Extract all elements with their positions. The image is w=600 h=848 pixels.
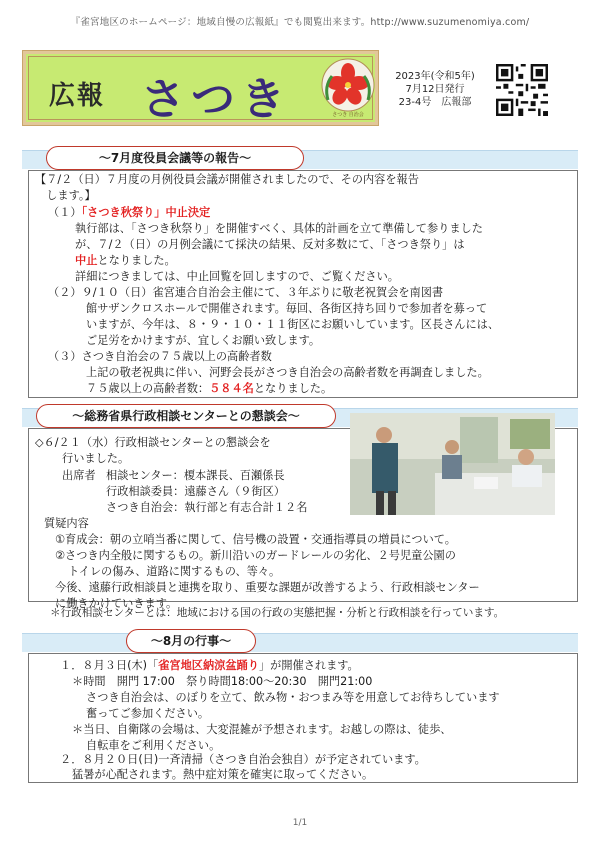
section2-line1: ◇６/２１（水）行政相談センターとの懇談会を <box>35 436 271 449</box>
item1-heading <box>48 205 210 221</box>
attendee-commissioner: 行政相談委員：遠藤さん（９街区） <box>106 485 286 498</box>
center-note-text: ＊行政相談センターとは：地域における国の行政の実態把握・分析と行政相談を行っています。 <box>50 607 505 619</box>
publication-date: 7月12日発行 <box>405 84 465 95</box>
meeting-photo-image <box>350 413 555 515</box>
item1-line4: 詳細につきましては、中止回覧を回しますので、ご覧ください。 <box>75 270 399 283</box>
event1-time: ＊時間 開門 17:00 祭り時間18:00～20:30 開門21:00 <box>72 675 373 688</box>
item1-line1: 執行部は、「さつき秋祭り」を開催すべく、具体的計画を立て準備して参りました <box>75 222 483 235</box>
item2-line1: （２）９/１０（日）雀宮連合自治会主催にて、３年ぶりに敬老祝賀会を南図書 <box>48 286 444 299</box>
item2-line3: いますが、今年は、８・９・１０・１１街区にお願いしています。区長さんには、 <box>86 318 500 331</box>
event1-line3: 奮ってご参加ください。 <box>86 707 210 720</box>
section1-heading: ～7月度役員会議等の報告～ <box>46 146 304 170</box>
masthead-title-kouhou: 広報 <box>49 81 106 111</box>
item2-line4: ご足労をかけますが、宜しくお願い致します。 <box>86 334 321 347</box>
item1-title: 「さつき秋祭り」中止決定 <box>81 206 211 219</box>
elderly-count-value: ５８４名 <box>209 382 254 395</box>
item1-line3-rest: となりました。 <box>97 254 176 267</box>
page-number: 1/1 <box>292 818 308 828</box>
svg-text:さつき 自治会: さつき 自治会 <box>332 112 364 118</box>
qa-item2-line2: トイレの傷み、道路に関するもの、等々。 <box>68 565 281 578</box>
event1-suffix: 」が開催されます。 <box>258 659 359 672</box>
masthead-title-satsuki: さつき <box>141 74 291 125</box>
elderly-count-suffix: となりました。 <box>253 382 333 395</box>
hibiscus-emblem-icon <box>318 56 378 120</box>
publication-date-era: 2023年(令和5年) <box>395 71 475 82</box>
meeting-photo <box>350 413 555 515</box>
issue-number: 23-4号 広報部 <box>398 97 472 108</box>
section2-line2: 行いました。 <box>62 452 130 465</box>
item1-line2: が、７/２（日）の月例会議にて採決の結果、反対多数にて、「さつき祭り」は <box>75 238 465 251</box>
qa-item1: ①育成会：朝の立哨当番に関して、信号機の設置・交通指導員の増員について。 <box>55 533 456 546</box>
section1-intro-line2: します。】 <box>35 189 96 202</box>
event1-line2: さつき自治会は、のぼりを立て、飲み物・おつまみ等を用意してお待ちしています <box>86 691 500 704</box>
item1-cancel-word: 中止 <box>75 254 98 267</box>
event1-line4: ＊当日、自衛隊の会場は、大変混雑が予想されます。お越しの際は、徒歩、 <box>72 723 452 736</box>
item1-number: （１） <box>48 206 82 219</box>
item2-line2: 館サザンクロスホールで開催されます。毎回、各街区持ち回りで参加者を募って <box>86 302 488 315</box>
website-note: 『雀宮地区のホームページ：地域自慢の広報紙』でも閲覧出来ます。http://www.suzumenomiya.com/ <box>70 17 530 28</box>
qa-item2-line1: ②さつき内全般に関するもの。新川沿いのガードレールの劣化、２号児童公園の <box>55 549 456 562</box>
event1-title: 雀宮地区納涼盆踊り <box>158 659 259 672</box>
item3-line2: 上記の敬老祝典に伴い、河野会長がさつき自治会の高齢者数を再調査しました。 <box>86 366 489 379</box>
qa-label: 質疑内容 <box>44 517 89 530</box>
event2-line2: 猛暑が心配されます。熱中症対策を確実に取ってください。 <box>72 768 374 781</box>
event2-line1: ２．８月２０日(日)一斉清掃（さつき自治会独自）が予定されています。 <box>60 753 426 766</box>
attendee-center: 相談センター：榎本課長、百瀬係長 <box>106 469 285 482</box>
attendee-association: さつき自治会：執行部と有志合計１２名 <box>106 501 308 514</box>
qr-code-icon[interactable] <box>496 64 548 116</box>
event1-date: １．８月３日(木)「 <box>60 659 159 672</box>
item1-line3 <box>75 253 176 269</box>
item3-line3 <box>86 381 332 397</box>
section1-intro-line1: 【７/２（日）７月度の月例役員会議が開催されましたので、その内容を報告 <box>35 173 419 186</box>
elderly-count-label: ７５歳以上の高齢者数： <box>86 382 210 395</box>
section2-heading: ～総務省県行政相談センターとの懇談会～ <box>36 404 336 428</box>
masthead-banner <box>22 50 379 126</box>
item3-line1: （３）さつき自治会の７５歳以上の高齢者数 <box>48 350 272 363</box>
publication-info <box>390 70 480 109</box>
event1-line5: 自転車をご利用ください。 <box>86 739 221 752</box>
event1-line1 <box>60 658 359 674</box>
section1-heading-bar <box>22 150 578 169</box>
section3-heading: ～8月の行事～ <box>126 629 256 653</box>
section3-heading-bar <box>22 633 578 652</box>
attendees-label: 出席者 <box>62 469 96 482</box>
qa-followup-line1: 今後、遠藤行政相談員と連携を取り、重要な課題が改善するよう、行政相談センター <box>55 581 480 594</box>
qa-followup-line2: に働きかけていきます。 <box>55 597 178 610</box>
